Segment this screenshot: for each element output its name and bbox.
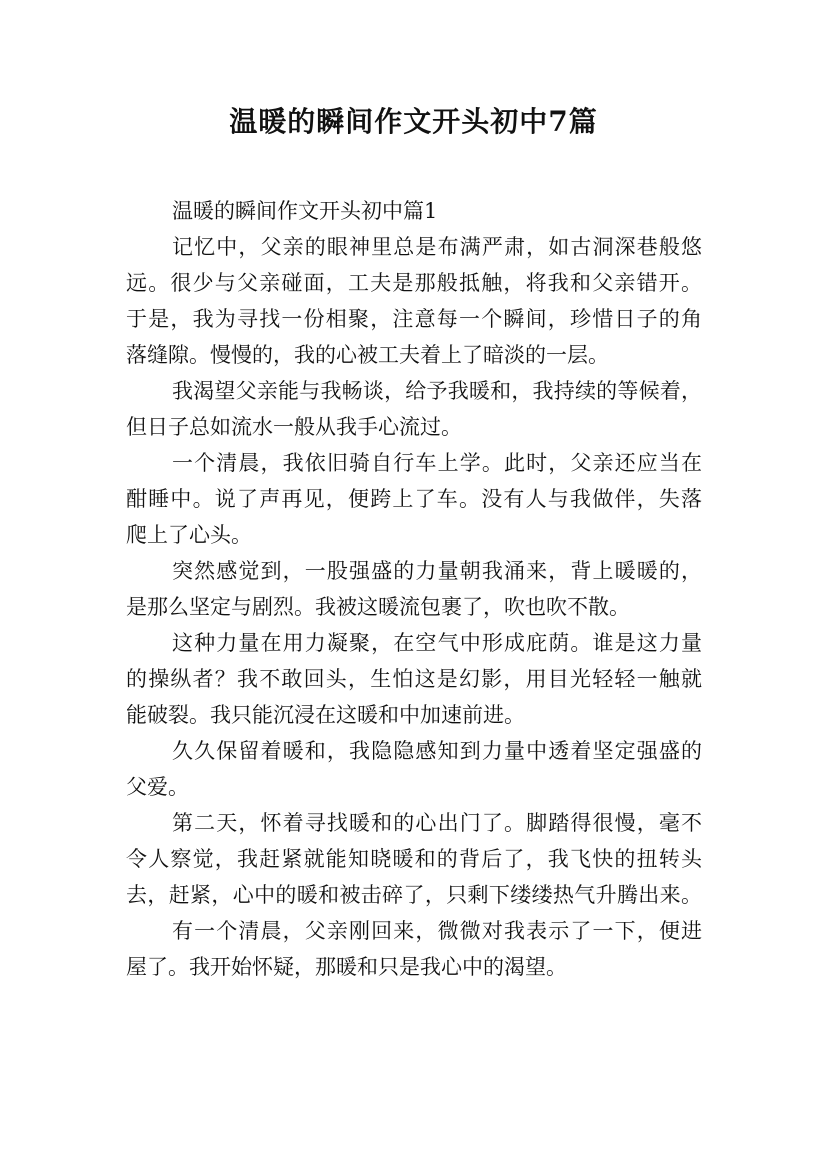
paragraph-line: 能破裂。我只能沉浸在这暖和中加速前进。 xyxy=(126,703,525,727)
paragraph-3 xyxy=(126,445,702,553)
paragraph-line: 爬上了心头。 xyxy=(126,523,252,547)
paragraph-line: 屋了。我开始怀疑，那暖和只是我心中的渴望。 xyxy=(126,955,567,979)
paragraph-line: 令人察觉，我赶紧就能知晓暖和的背后了，我飞快的扭转头 xyxy=(126,847,702,871)
paragraph-line: 酣睡中。说了声再见，便跨上了车。没有人与我做伴，失落 xyxy=(126,487,702,511)
paragraph-4 xyxy=(126,553,702,625)
paragraph-line: 是那么坚定与剧烈。我被这暖流包裹了，吹也吹不散。 xyxy=(126,595,630,619)
paragraph-line: 但日子总如流水一般从我手心流过。 xyxy=(126,415,462,439)
paragraph-line: 突然感觉到，一股强盛的力量朝我涌来，背上暖暖的， xyxy=(172,559,702,583)
paragraph-line: 我渴望父亲能与我畅谈，给予我暖和，我持续的等候着， xyxy=(172,379,702,403)
paragraph-5 xyxy=(126,625,702,733)
paragraph-line: 的操纵者？我不敢回头，生怕这是幻影，用目光轻轻一触就 xyxy=(126,667,702,691)
document-body xyxy=(126,193,702,985)
paragraph-line: 一个清晨，我依旧骑自行车上学。此时，父亲还应当在 xyxy=(172,451,702,475)
paragraph-line: 这种力量在用力凝聚，在空气中形成庇荫。谁是这力量 xyxy=(172,631,702,655)
paragraph-line: 远。很少与父亲碰面，工夫是那般抵触，将我和父亲错开。 xyxy=(126,271,702,295)
paragraph-7 xyxy=(126,805,702,913)
paragraph-6 xyxy=(126,733,702,805)
paragraph-line: 记忆中，父亲的眼神里总是布满严肃，如古洞深巷般悠 xyxy=(172,235,702,259)
paragraph-line: 落缝隙。慢慢的，我的心被工夫着上了暗淡的一层。 xyxy=(126,343,609,367)
paragraph-1 xyxy=(126,229,702,373)
paragraph-line: 父爱。 xyxy=(126,775,189,799)
paragraph-line: 第二天，怀着寻找暖和的心出门了。脚踏得很慢，毫不 xyxy=(172,811,702,835)
paragraph-8 xyxy=(126,913,702,985)
document-title: 温暖的瞬间作文开头初中7篇 xyxy=(229,105,598,138)
paragraph-line: 久久保留着暖和，我隐隐感知到力量中透着坚定强盛的 xyxy=(172,739,702,763)
paragraph-2 xyxy=(126,373,702,445)
section-heading: 温暖的瞬间作文开头初中篇1 xyxy=(172,199,438,223)
paragraph-line: 去，赶紧，心中的暖和被击碎了，只剩下缕缕热气升腾出来。 xyxy=(126,883,702,907)
paragraph-line: 于是，我为寻找一份相聚，注意每一个瞬间，珍惜日子的角 xyxy=(126,307,702,331)
paragraph-line: 有一个清晨，父亲刚回来，微微对我表示了一下，便进 xyxy=(172,919,702,943)
